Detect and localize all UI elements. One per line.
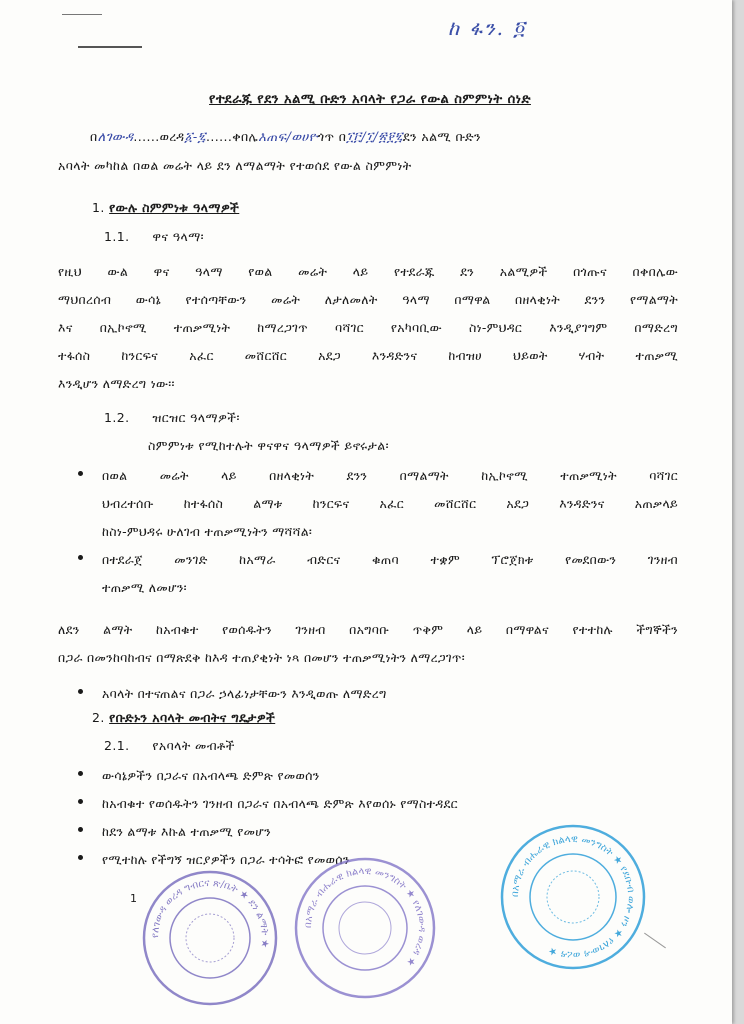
intro-text-5: ደን አልሚ ቡድን xyxy=(402,129,481,144)
list-item-line: በተደራጀ መንገድ ከአማራ ብድርና ቁጠባ ተቋም ፕሮጀክቱ የመደበውን ገንዘብ xyxy=(102,552,678,567)
list-item-line: ውሳኔዎችን በጋራና በአብላጫ ድምጽ የመወሰን xyxy=(102,768,320,783)
stamp-ring-text: በአማራ ብሔራዊ ክልላዊ መንግስት ★ የለገውዳ ወረዳ ★ xyxy=(302,865,428,969)
list-item xyxy=(78,790,678,818)
section-1-number: 1. xyxy=(92,200,105,215)
filled-got: እጠፍ/ወሀዮ xyxy=(258,130,318,145)
paragraph-line: ማህበረሰብ ውሳኔ የተሰጣቸውን መሬት ለታለመለት ዓላማ በማዋል በዘላቂነት ደንን የማልማት xyxy=(58,292,678,307)
stamp-ring-text: በአማራ ብሔራዊ ክልላዊ መንግስት ★ የደቡብ ወሎ ዞን ★ የለገውዳ ወረዳ ★ xyxy=(509,833,637,961)
filled-kebele: ፩-፯ xyxy=(184,130,206,145)
purple-stamp-left xyxy=(140,868,280,1008)
paragraph-line: በጋራ በመንከባከብና በማጽደቅ ከእዳ ተጠያቂነት ነጻ በመሆን ተጠቃሚነትን ለማረጋገጥ፡ xyxy=(58,650,465,665)
blue-stamp-right xyxy=(498,822,648,972)
list-item-line: ከስነ-ምህዳሩ ሁለገብ ተጠቃሚነትን ማሻሻል፡ xyxy=(102,524,313,539)
subsection-1-1-number: 1.1. xyxy=(104,229,130,244)
paragraph-line: እና በኢኮኖሚ ተጠቃሚነት ከማረጋገጥ ባሻገር የአካባቢው ስነ-ምህዳር እንዲያገግም በማድረግ xyxy=(58,320,678,335)
list-item-line: አባላት በተናጠልና በጋራ ኃላፊነታቸውን እንዲወጡ ለማድረግ xyxy=(102,686,387,701)
svg-text:በአማራ ብሔራዊ ክልላዊ መንግስት ★ የለገውዳ ወ xyxy=(303,866,427,968)
bullet-icon xyxy=(78,799,83,804)
intro-text-1: በ xyxy=(90,129,98,144)
loan-paragraph xyxy=(58,616,678,672)
bullet-icon xyxy=(78,771,83,776)
section-2-title: የቡድኑን አባላት መብትና ግዴታዎች xyxy=(109,710,276,725)
filled-date: ፲፫/፲/፳፻፯ xyxy=(346,130,403,145)
subsection-1-2-number: 1.2. xyxy=(104,410,130,425)
subsection-1-2-title: ዝርዝር ዓላማዎች፡ xyxy=(152,410,240,425)
document-title: የተደራጁ የደን አልሚ ቡድን አባላት የጋራ የውል ስምምነት ሰነድ xyxy=(209,92,531,107)
bullet-icon xyxy=(78,471,83,476)
svg-text:በአማራ ብሔራዊ ክልላዊ መንግስት ★ የደቡብ ወሎ xyxy=(510,834,636,960)
list-item-line: ከአብቁተ የወሰዱትን ገንዘብ በጋራና በአብላጫ ድምጽ እየወሰኑ የማስተዳደር xyxy=(102,796,458,811)
subsection-2-1-title: የአባላት መብቶች xyxy=(152,738,235,753)
bullet-icon xyxy=(78,555,83,560)
section-2-heading xyxy=(92,710,275,726)
section-2-number: 2. xyxy=(92,710,105,725)
subsection-2-1-number: 2.1. xyxy=(104,738,130,753)
bullet-icon xyxy=(78,855,83,860)
specific-objectives-intro: ስምምነቱ የሚከተሉት ዋናዋና ዓላማዎች ይኖሩታል፡ xyxy=(148,438,389,453)
section-1-heading xyxy=(92,200,239,216)
subsection-2-1-heading xyxy=(104,738,235,754)
list-item-line: ከደን ልማቱ እኩል ተጠቃሚ የመሆን xyxy=(102,824,271,839)
bullet-icon xyxy=(78,689,83,694)
paragraph-line: እንዲሆን ለማድረግ ነው፡፡ xyxy=(58,376,175,391)
filled-woreda: ለገውዳ xyxy=(97,130,134,145)
intro-text-4: ጎጥ በ xyxy=(317,129,347,144)
handwritten-reference-note: ከ ፋን. ፬ xyxy=(448,16,527,40)
bullet-icon xyxy=(78,827,83,832)
paragraph-line: ለደን ልማት ከአብቁተ የወሰዱትን ገንዘብ በአግባቡ ጥቅም ላይ በማዋልና የተተከሉ ችግኞችን xyxy=(58,622,678,637)
list-item-line: የሚተከሉ የችግኝ ዝርያዎችን በጋራ ተሳትፎ የመወሰን xyxy=(102,852,350,867)
scan-mark-top xyxy=(62,14,102,15)
intro-line-1 xyxy=(90,129,481,145)
list-item-line: ተጠቃሚ ለመሆን፡ xyxy=(102,580,187,595)
purple-stamp-middle xyxy=(292,855,438,1001)
intro-text-2: ......ወረዳ xyxy=(133,129,185,144)
list-item xyxy=(78,680,678,708)
list-item xyxy=(78,462,678,546)
main-objective-paragraph xyxy=(58,258,678,398)
list-item xyxy=(78,762,678,790)
subsection-1-1-heading xyxy=(104,229,204,245)
subsection-1-2-heading xyxy=(104,410,240,426)
intro-text-3: ......ቀበሌ xyxy=(205,129,259,144)
section-1-title: የውሉ ስምምነቱ ዓላማዎች xyxy=(109,200,240,215)
paragraph-line: የዚህ ውል ዋና ዓላማ የወል መሬት ላይ የተደራጁ ደን አልሚዎች በጎጡና በቀበሌው xyxy=(58,264,678,279)
scan-mark-line xyxy=(78,46,142,48)
intro-line-2: አባላት መካከል በወል መሬት ላይ ደን ለማልማት የተወሰደ የውል ስምምነት xyxy=(58,158,412,173)
paragraph-line: ተፋሰስ ከንርፍና አፈር መሸርሸር አደጋ እንዳድንና ከብዝሀ ህይወት ሃብት ተጠቃሚ xyxy=(58,348,678,363)
list-item-line: በወል መሬት ላይ በዘላቂነት ደንን በማልማት ከኢኮኖሚ ተጠቃሚነት ባሻገር xyxy=(102,468,678,483)
subsection-1-1-title: ዋና ዓላማ፡ xyxy=(152,229,204,244)
list-item-line: ህብረተሰቡ ከተፋሰስ ልማቱ ከንርፍና አፈር መሸርሸር አደጋ እንዳድንና አጠቃላይ xyxy=(102,496,678,511)
page-number: 1 xyxy=(130,892,137,905)
list-item xyxy=(78,546,678,602)
stamp-ring-text: የለገውዳ ወረዳ ግብርና ጽ/ቤት ★ ደን ልማት ★ xyxy=(149,877,271,949)
